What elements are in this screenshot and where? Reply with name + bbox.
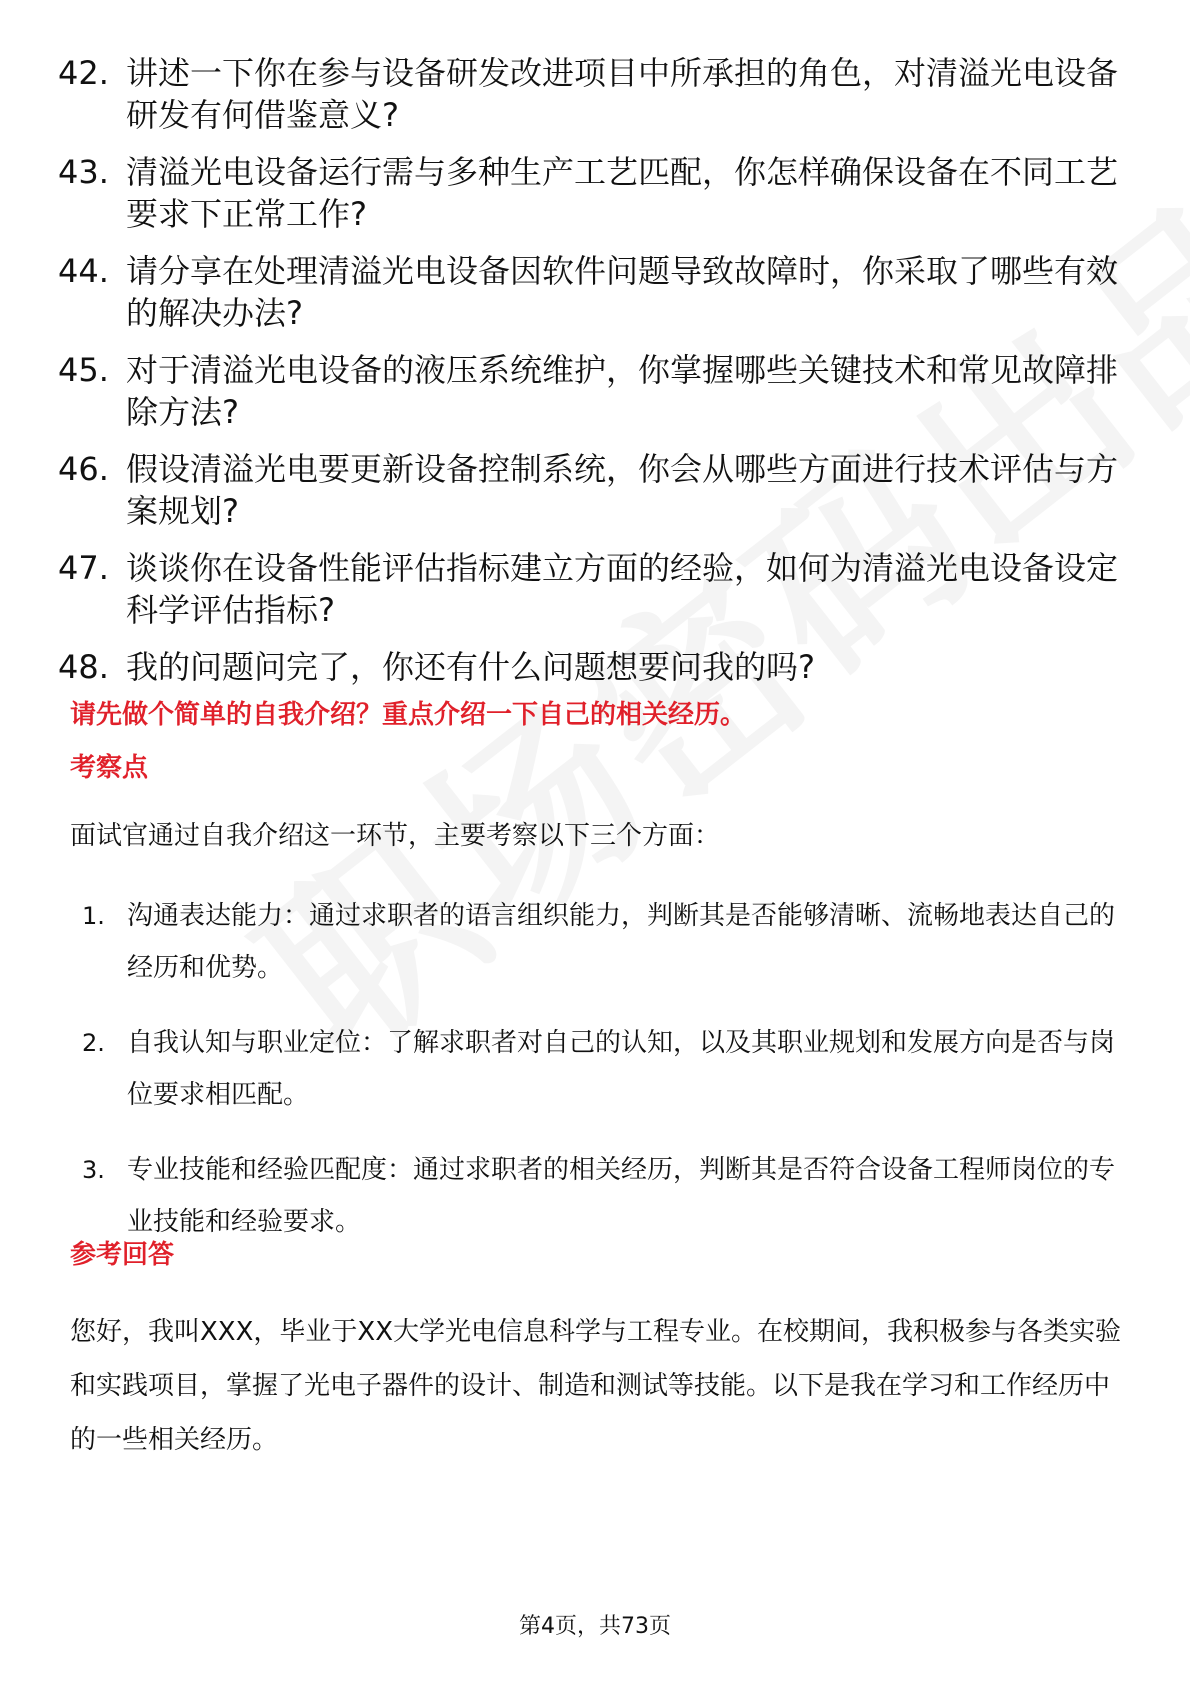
exam-point-item — [82, 890, 1122, 994]
exam-intro-text: 面试官通过自我介绍这一环节，主要考察以下三个方面： — [70, 821, 721, 851]
question-item — [58, 349, 1118, 433]
exam-point-item — [82, 1017, 1122, 1121]
question-text: 对于清溢光电设备的液压系统维护，你掌握哪些关键技术和常见故障排除方法? — [126, 351, 1119, 431]
section-question-title: 请先做个简单的自我介绍？重点介绍一下自己的相关经历。 — [70, 700, 747, 730]
question-number: 42. — [58, 54, 109, 92]
exam-point-item — [82, 1144, 1122, 1248]
question-item — [58, 547, 1118, 631]
question-list — [58, 52, 1118, 703]
question-item — [58, 151, 1118, 235]
exam-point-number: 2. — [82, 1029, 105, 1057]
question-item — [58, 448, 1118, 532]
question-number: 46. — [58, 450, 109, 488]
question-item — [58, 250, 1118, 334]
exam-point-number: 1. — [82, 902, 105, 930]
exam-points-list — [82, 890, 1122, 1271]
question-number: 43. — [58, 153, 109, 191]
question-text: 谈谈你在设备性能评估指标建立方面的经验，如何为清溢光电设备设定科学评估指标? — [126, 549, 1119, 629]
question-number: 48. — [58, 648, 109, 686]
question-number: 45. — [58, 351, 109, 389]
question-item — [58, 52, 1118, 136]
question-text: 假设清溢光电要更新设备控制系统，你会从哪些方面进行技术评估与方案规划? — [126, 450, 1119, 530]
question-number: 47. — [58, 549, 109, 587]
reference-answer-heading: 参考回答 — [70, 1240, 175, 1270]
question-text: 清溢光电设备运行需与多种生产工艺匹配，你怎样确保设备在不同工艺要求下正常工作? — [126, 153, 1119, 233]
question-text: 请分享在处理清溢光电设备因软件问题导致故障时，你采取了哪些有效的解决办法? — [126, 252, 1119, 332]
exam-point-number: 3. — [82, 1156, 105, 1184]
exam-points-heading: 考察点 — [70, 753, 149, 783]
reference-answer-text: 您好，我叫XXX，毕业于XX大学光电信息科学与工程专业。在校期间，我积极参与各类实验和实践项目，掌握了光电子器件的设计、制造和测试等技能。以下是我在学习和工作经历中的一些相关经历。 — [70, 1317, 1122, 1455]
question-item — [58, 646, 1118, 688]
page-footer: 第4页，共73页 — [519, 1614, 671, 1639]
exam-point-text: 专业技能和经验匹配度：通过求职者的相关经历，判断其是否符合设备工程师岗位的专业技能和经验要求。 — [127, 1155, 1116, 1237]
exam-point-text: 沟通表达能力：通过求职者的语言组织能力，判断其是否能够清晰、流畅地表达自己的经历和优势。 — [127, 901, 1116, 983]
question-text: 讲述一下你在参与设备研发改进项目中所承担的角色，对清溢光电设备研发有何借鉴意义? — [126, 54, 1119, 134]
question-text: 我的问题问完了，你还有什么问题想要问我的吗? — [126, 648, 815, 686]
exam-point-text: 自我认知与职业定位：了解求职者对自己的认知，以及其职业规划和发展方向是否与岗位要求相匹配。 — [127, 1028, 1116, 1110]
question-number: 44. — [58, 252, 109, 290]
